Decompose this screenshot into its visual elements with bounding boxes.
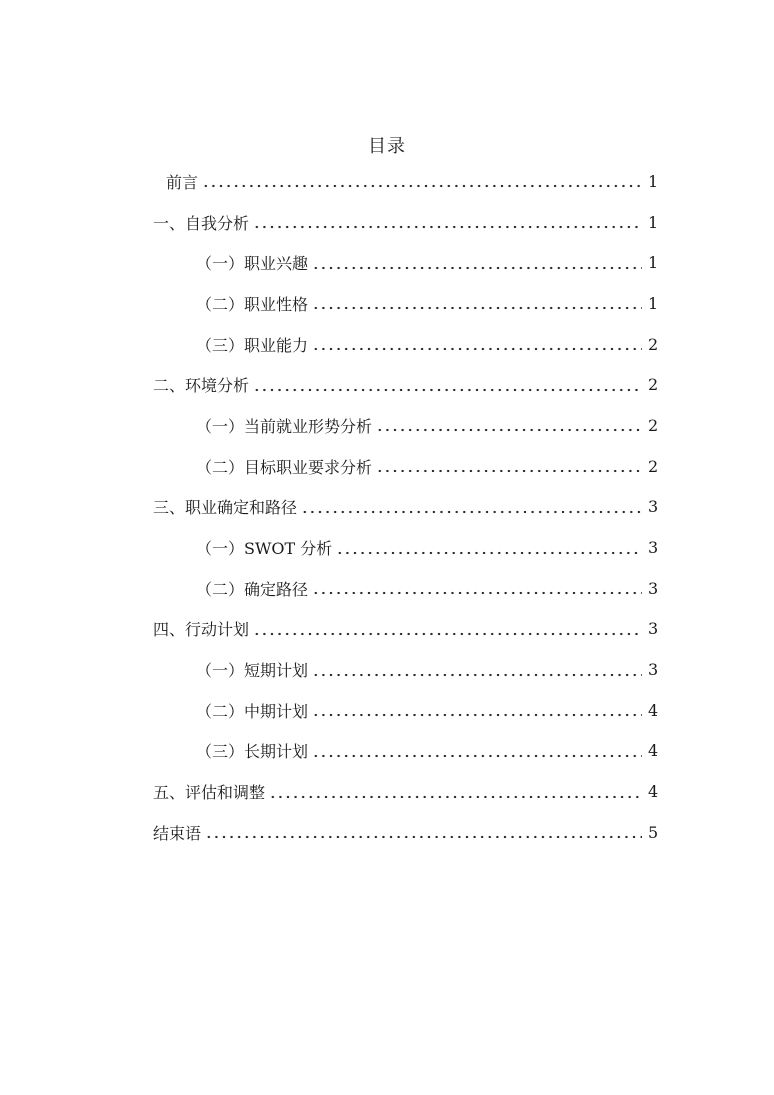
toc-entry-label: 二、环境分析 <box>153 373 251 396</box>
toc-entry-label: （二）职业性格 <box>196 292 310 315</box>
dot-leader <box>253 214 642 230</box>
toc-entry-label: （一）职业兴趣 <box>196 251 310 274</box>
dot-leader <box>253 377 642 393</box>
toc-entry-career-path[interactable] <box>153 487 658 528</box>
toc-entry-label: 结束语 <box>153 821 203 844</box>
toc-entry-self-analysis[interactable] <box>153 202 658 243</box>
table-of-contents <box>0 161 774 853</box>
toc-entry-page: 3 <box>648 497 659 517</box>
toc-entry-page: 2 <box>648 415 659 435</box>
toc-entry-environment-analysis[interactable] <box>153 364 658 405</box>
dot-leader <box>376 458 642 474</box>
dot-leader <box>301 499 642 515</box>
dot-leader <box>312 580 642 596</box>
toc-entry-label: 一、自我分析 <box>153 211 251 234</box>
toc-entry-career-ability[interactable] <box>196 324 658 365</box>
dot-leader <box>253 621 642 637</box>
toc-entry-page: 2 <box>648 456 659 476</box>
toc-entry-page: 2 <box>648 375 659 395</box>
toc-entry-preface[interactable] <box>166 161 658 202</box>
dot-leader <box>376 417 642 433</box>
toc-entry-page: 5 <box>648 822 659 842</box>
toc-entry-label: 五、评估和调整 <box>153 780 267 803</box>
dot-leader <box>312 295 642 311</box>
toc-entry-page: 1 <box>648 171 659 191</box>
toc-entry-mid-term-plan[interactable] <box>196 690 658 731</box>
toc-entry-determine-path[interactable] <box>196 568 658 609</box>
toc-entry-label: （二）确定路径 <box>196 577 310 600</box>
dot-leader <box>205 824 642 840</box>
dot-leader <box>202 173 642 189</box>
toc-entry-label: 三、职业确定和路径 <box>153 495 299 518</box>
dot-leader <box>312 662 642 678</box>
toc-entry-label: 四、行动计划 <box>153 617 251 640</box>
toc-entry-page: 4 <box>648 741 659 761</box>
dot-leader <box>312 336 642 352</box>
toc-entry-target-requirements[interactable] <box>196 446 658 487</box>
dot-leader <box>312 255 642 271</box>
toc-entry-page: 1 <box>648 212 659 232</box>
toc-entry-action-plan[interactable] <box>153 609 658 650</box>
toc-entry-page: 2 <box>648 334 659 354</box>
toc-entry-label: （一）SWOT 分析 <box>196 536 334 559</box>
toc-entry-career-interest[interactable] <box>196 242 658 283</box>
toc-entry-employment-situation[interactable] <box>196 405 658 446</box>
toc-entry-label: （二）中期计划 <box>196 699 310 722</box>
toc-entry-swot-analysis[interactable] <box>196 527 658 568</box>
toc-entry-label: （三）长期计划 <box>196 739 310 762</box>
toc-entry-evaluation-adjustment[interactable] <box>153 771 658 812</box>
dot-leader <box>336 540 642 556</box>
toc-entry-label: 前言 <box>166 170 200 193</box>
toc-entry-label: （一）当前就业形势分析 <box>196 414 374 437</box>
toc-entry-page: 3 <box>648 660 659 680</box>
toc-entry-page: 1 <box>648 253 659 273</box>
dot-leader <box>312 702 642 718</box>
toc-entry-page: 1 <box>648 293 659 313</box>
toc-entry-label: （三）职业能力 <box>196 333 310 356</box>
toc-entry-page: 3 <box>648 538 659 558</box>
toc-entry-page: 4 <box>648 700 659 720</box>
toc-entry-page: 3 <box>648 578 659 598</box>
toc-entry-label: （一）短期计划 <box>196 658 310 681</box>
toc-entry-short-term-plan[interactable] <box>196 649 658 690</box>
dot-leader <box>312 743 642 759</box>
toc-entry-label: （二）目标职业要求分析 <box>196 455 374 478</box>
toc-title: 目录 <box>368 136 406 157</box>
toc-entry-career-personality[interactable] <box>196 283 658 324</box>
toc-entry-page: 3 <box>648 619 659 639</box>
toc-entry-conclusion[interactable] <box>153 812 658 853</box>
toc-entry-long-term-plan[interactable] <box>196 731 658 772</box>
dot-leader <box>269 784 642 800</box>
toc-entry-page: 4 <box>648 782 659 802</box>
